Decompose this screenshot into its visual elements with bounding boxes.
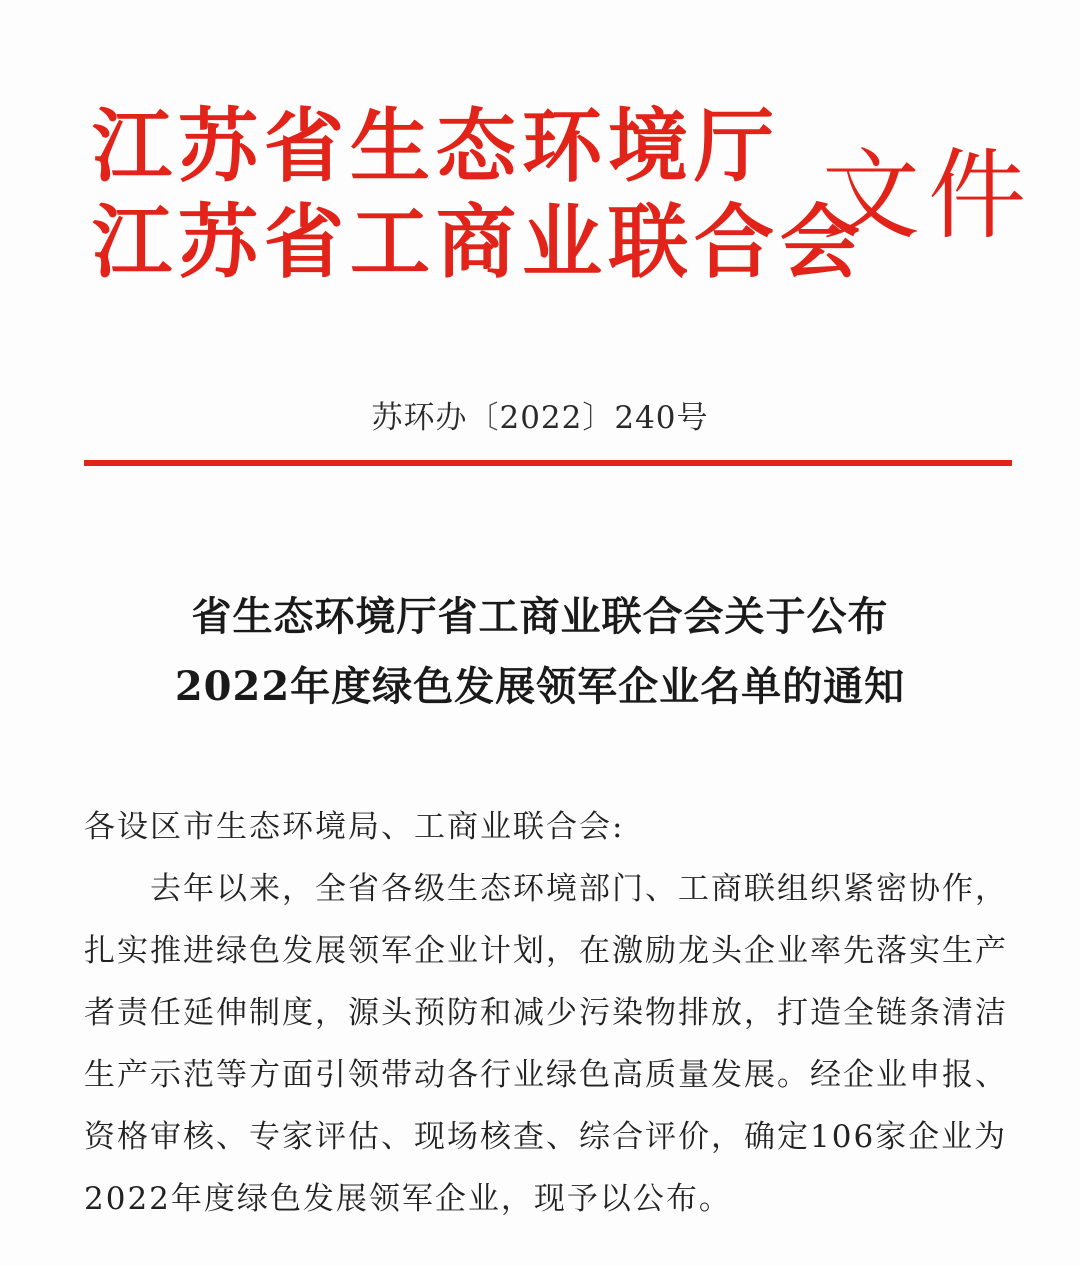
body-line: 生产示范等方面引领带动各行业绿色高质量发展。经企业申报、	[84, 1057, 1008, 1093]
title-line-2: 2022年度绿色发展领军企业名单的通知	[174, 663, 906, 710]
body-line: 资格审核、专家评估、现场核查、综合评价，确定106家企业为	[84, 1119, 1008, 1155]
document-number: 苏环办〔2022〕240号	[371, 400, 709, 436]
document-type: 文件	[822, 139, 1035, 253]
document-body	[84, 796, 1014, 1230]
issuer-name-2: 江苏省工商业联合会	[92, 195, 866, 289]
body-line: 者责任延伸制度，源头预防和减少污染物排放，打造全链条清洁	[84, 995, 1008, 1031]
title-line-1: 省生态环境厅省工商业联合会关于公布	[191, 593, 889, 640]
document-title	[0, 582, 1080, 722]
red-masthead	[92, 99, 1035, 300]
issuer-name-1: 江苏省生态环境厅	[92, 99, 780, 193]
body-line: 去年以来，全省各级生态环境部门、工商联组织紧密协作，	[150, 871, 1008, 907]
body-line: 扎实推进绿色发展领军企业计划，在激励龙头企业率先落实生产	[84, 933, 1008, 969]
red-divider	[84, 460, 1012, 466]
salutation: 各设区市生态环境局、工商业联合会:	[84, 809, 625, 845]
body-line: 2022年度绿色发展领军企业，现予以公布。	[84, 1181, 732, 1217]
